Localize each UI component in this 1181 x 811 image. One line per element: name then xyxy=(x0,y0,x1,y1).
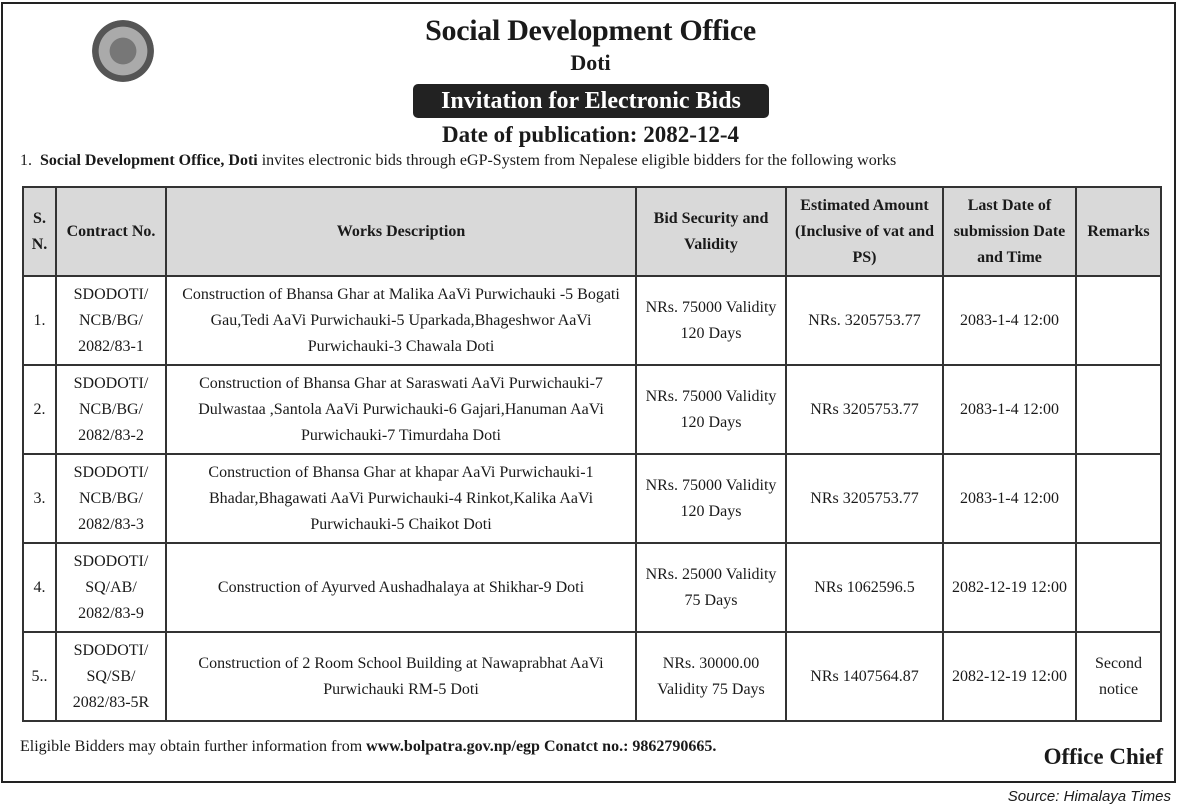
cell-desc: Construction of Ayurved Aushadhalaya at Shikhar-9 Doti xyxy=(166,543,636,632)
column-header: Bid Security and Validity xyxy=(636,187,786,276)
publication-date: Date of publication: 2082-12-4 xyxy=(441,122,740,147)
cell-remarks: Second notice xyxy=(1076,632,1161,721)
cell-date: 2083-1-4 12:00 xyxy=(943,365,1076,454)
footer-contact[interactable]: www.bolpatra.gov.np/egp Conatct no.: 9862790665. xyxy=(366,738,717,755)
cell-sn: 2. xyxy=(23,365,56,454)
district-title: Doti xyxy=(570,50,611,75)
cell-security: NRs. 75000 Validity 120 Days xyxy=(636,276,786,365)
intro-text: invites electronic bids through eGP-System from Nepalese eligible bidders for the following works xyxy=(257,152,897,169)
intro-office: Social Development Office, Doti xyxy=(40,152,258,169)
cell-remarks xyxy=(1076,543,1161,632)
table-row xyxy=(23,365,1161,454)
intro-paragraph xyxy=(20,152,896,170)
notice-banner: Invitation for Electronic Bids xyxy=(413,84,769,118)
cell-sn: 5.. xyxy=(23,632,56,721)
cell-amount: NRs 3205753.77 xyxy=(786,365,943,454)
column-header: Estimated Amount (Inclusive of vat and PS) xyxy=(786,187,943,276)
cell-date: 2082-12-19 12:00 xyxy=(943,543,1076,632)
cell-desc: Construction of Bhansa Ghar at Malika AaVi Purwichauki -5 Bogati Gau,Tedi AaVi Purwichauki-5 Uparkada,Bhageshwor AaVi Purwichauki-3 Chawala Doti xyxy=(166,276,636,365)
column-header: Last Date of submission Date and Time xyxy=(943,187,1076,276)
column-header: Works Description xyxy=(166,187,636,276)
column-header: Remarks xyxy=(1076,187,1161,276)
cell-remarks xyxy=(1076,454,1161,543)
table-row xyxy=(23,632,1161,721)
cell-contract: SDODOTI/ SQ/SB/ 2082/83-5R xyxy=(56,632,166,721)
cell-amount: NRs 1407564.87 xyxy=(786,632,943,721)
cell-contract: SDODOTI/ NCB/BG/ 2082/83-1 xyxy=(56,276,166,365)
cell-remarks xyxy=(1076,276,1161,365)
cell-security: NRs. 75000 Validity 120 Days xyxy=(636,454,786,543)
table-row xyxy=(23,543,1161,632)
cell-contract: SDODOTI/ NCB/BG/ 2082/83-3 xyxy=(56,454,166,543)
cell-security: NRs. 30000.00 Validity 75 Days xyxy=(636,632,786,721)
signature-office-chief: Office Chief xyxy=(1043,744,1163,769)
cell-desc: Construction of Bhansa Ghar at khapar AaVi Purwichauki-1 Bhadar,Bhagawati AaVi Purwichauki-4 Rinkot,Kalika AaVi Purwichauki-5 Chaikot Doti xyxy=(166,454,636,543)
cell-security: NRs. 25000 Validity 75 Days xyxy=(636,543,786,632)
column-header: S. N. xyxy=(23,187,56,276)
column-header: Contract No. xyxy=(56,187,166,276)
cell-sn: 3. xyxy=(23,454,56,543)
cell-contract: SDODOTI/ SQ/AB/ 2082/83-9 xyxy=(56,543,166,632)
cell-date: 2083-1-4 12:00 xyxy=(943,276,1076,365)
cell-contract: SDODOTI/ NCB/BG/ 2082/83-2 xyxy=(56,365,166,454)
cell-amount: NRs 1062596.5 xyxy=(786,543,943,632)
footer-text: Eligible Bidders may obtain further information from xyxy=(20,738,367,755)
cell-remarks xyxy=(1076,365,1161,454)
cell-date: 2082-12-19 12:00 xyxy=(943,632,1076,721)
intro-number: 1. xyxy=(20,152,32,169)
bids-table xyxy=(22,186,1162,722)
cell-sn: 4. xyxy=(23,543,56,632)
footer-info xyxy=(20,738,716,756)
cell-desc: Construction of Bhansa Ghar at Saraswati AaVi Purwichauki-7 Dulwastaa ,Santola AaVi Purwichauki-6 Gajari,Hanuman AaVi Purwichauki-7 Timurdaha Doti xyxy=(166,365,636,454)
office-title: Social Development Office xyxy=(425,14,756,47)
cell-date: 2083-1-4 12:00 xyxy=(943,454,1076,543)
table-row xyxy=(23,276,1161,365)
cell-sn: 1. xyxy=(23,276,56,365)
table-row xyxy=(23,454,1161,543)
source-credit: Source: Himalaya Times xyxy=(1007,788,1171,805)
cell-amount: NRs. 3205753.77 xyxy=(786,276,943,365)
cell-amount: NRs 3205753.77 xyxy=(786,454,943,543)
cell-desc: Construction of 2 Room School Building at Nawaprabhat AaVi Purwichauki RM-5 Doti xyxy=(166,632,636,721)
cell-security: NRs. 75000 Validity 120 Days xyxy=(636,365,786,454)
